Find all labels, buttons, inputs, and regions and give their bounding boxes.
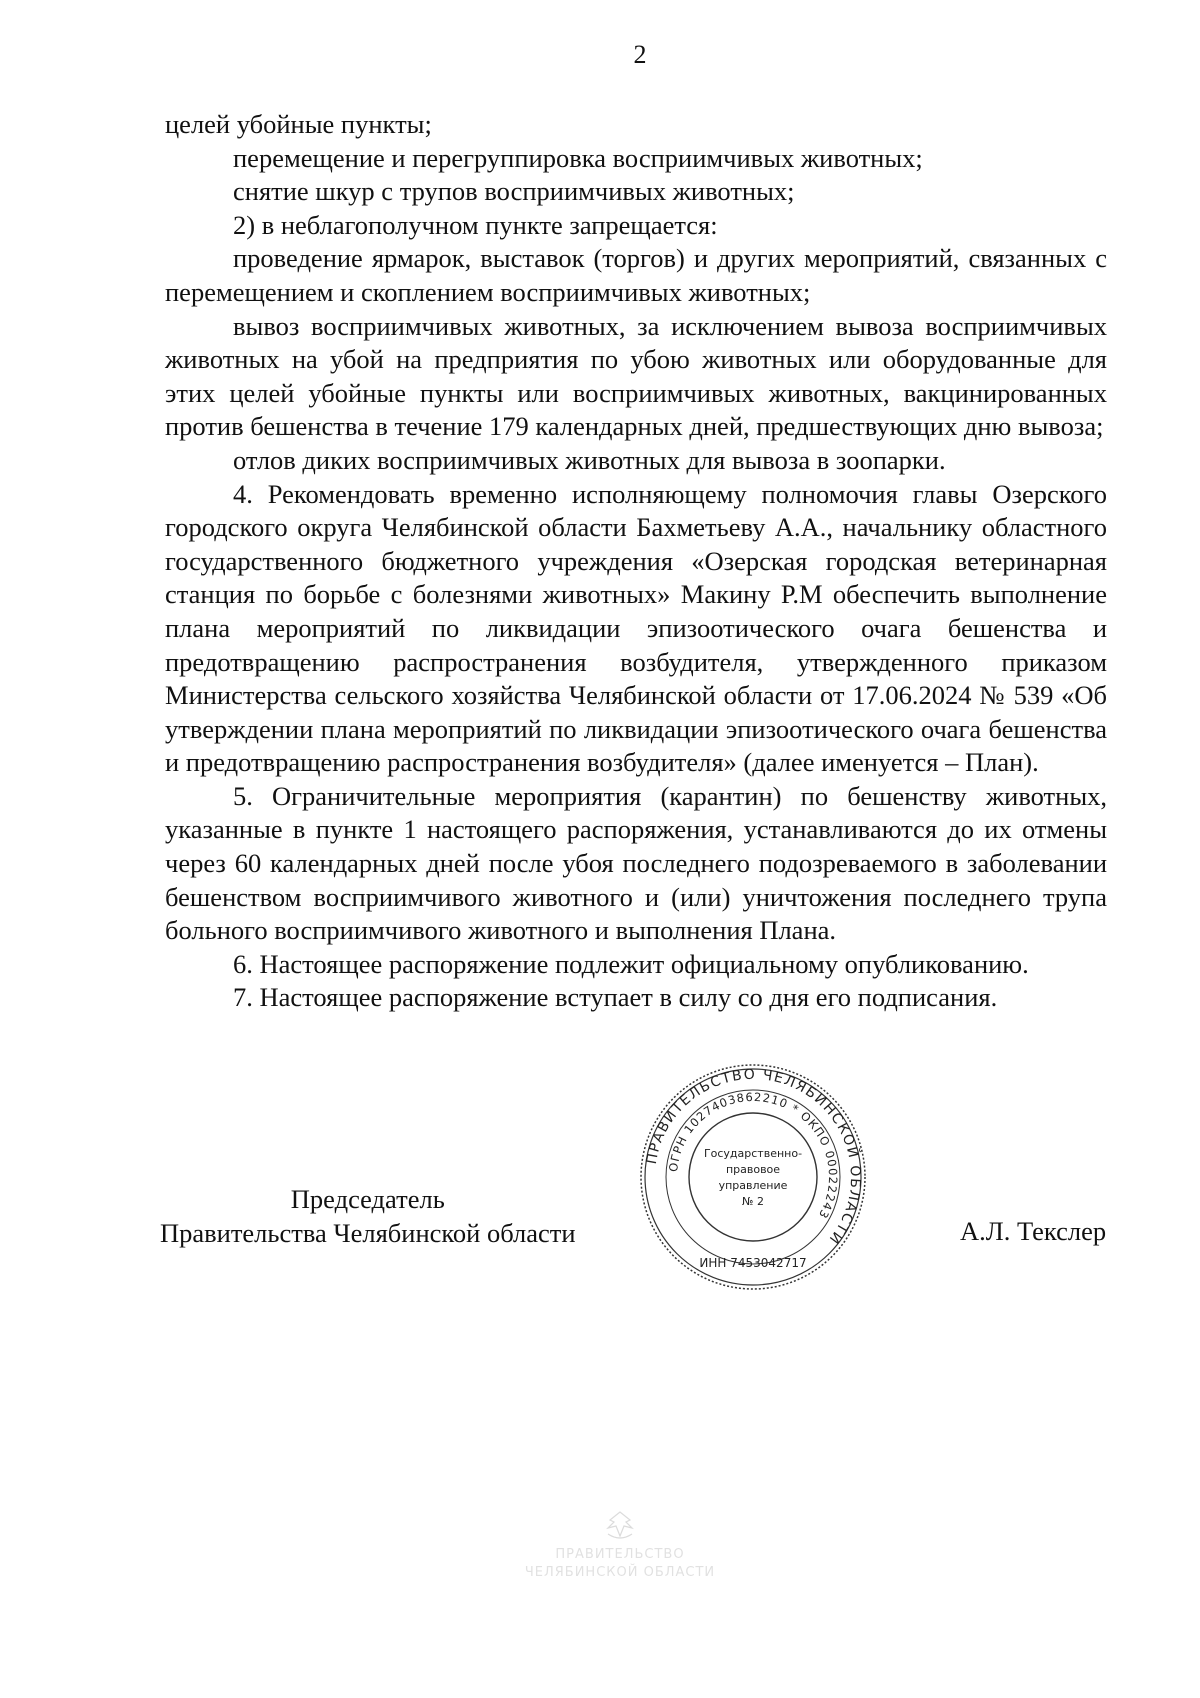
seal-center-line: Государственно- [703, 1147, 803, 1160]
paragraph: перемещение и перегруппировка восприимчивых животных; [233, 142, 923, 173]
paragraph: отлов диких восприимчивых животных для вывоза в зоопарки. [233, 444, 946, 475]
paragraph: проведение ярмарок, выставок (торгов) и других мероприятий, связанных с перемещением и скоплением восприимчивых животных; [165, 243, 1107, 307]
paragraph: 7. Настоящее распоряжение вступает в силу со дня его подписания. [233, 982, 998, 1013]
seal-center-line: управление [718, 1179, 788, 1192]
watermark-line: ПРАВИТЕЛЬСТВО [555, 1547, 685, 1562]
document-body [165, 108, 1107, 1015]
seal-center-line: № 2 [742, 1195, 764, 1208]
paragraph: 5. Ограничительные мероприятия (карантин) по бешенству животных, указанные в пункте 1 настоящего распоряжения, устанавливаются до их отмены через 60 календарных дней после убоя последнего подозреваемого в заболевании бешенством восприимчивого животного и (или) уничтожения последнего трупа больного восприимчивого животного и выполнения Плана. [165, 780, 1107, 946]
seal-inn-text: ИНН 7453042717 [699, 1256, 807, 1270]
seal-center-line: правовое [725, 1163, 781, 1176]
seal-outer-text: ПРАВИТЕЛЬСТВО ЧЕЛЯБИНСКОЙ ОБЛАСТИ [643, 1066, 864, 1248]
watermark-line: ЧЕЛЯБИНСКОЙ ОБЛАСТИ [524, 1565, 716, 1580]
paragraph: 2) в неблагополучном пункте запрещается: [233, 209, 718, 240]
paragraph: снятие шкур с трупов восприимчивых животных; [233, 176, 795, 207]
paragraph: вывоз восприимчивых животных, за исключением вывоза восприимчивых животных на убой на предприятия по убою животных или оборудованные для этих целей убойные пункты или восприимчивых животных, вакцинированных против бешенства в течение 179 календарных дней, предшествующих дню вывоза; [165, 310, 1107, 442]
signatory-position [160, 1182, 576, 1250]
paragraph: целей убойные пункты; [165, 109, 432, 139]
official-seal [637, 1061, 869, 1293]
signatory-title: Председатель [290, 1184, 445, 1214]
signatory-organization: Правительства Челябинской области [160, 1218, 576, 1248]
page-number: 2 [633, 40, 647, 69]
signatory-name: А.Л. Текслер [960, 1216, 1107, 1246]
paragraph: 6. Настоящее распоряжение подлежит официальному опубликованию. [233, 948, 1029, 979]
seal-middle-text: ОГРН 1027403862210 * ОКПО 00022243 [666, 1089, 841, 1222]
paragraph: 4. Рекомендовать временно исполняющему полномочия главы Озерского городского округа Челябинской области Бахметьеву А.А., начальнику областного государственного бюджетного учреждения «Озерская городская ветеринарная станция по борьбе с болезнями животных» Макину Р.М обеспечить выполнение плана мероприятий по ликвидации эпизоотического очага бешенства и предотвращению распространения возбудителя, утвержденного приказом Министерства сельского хозяйства Челябинской области от 17.06.2024 № 539 «Об утверждении плана мероприятий по ликвидации эпизоотического очага бешенства и предотвращению распространения возбудителя» (далее именуется – План). [165, 478, 1107, 778]
emblem-watermark [470, 1510, 770, 1580]
